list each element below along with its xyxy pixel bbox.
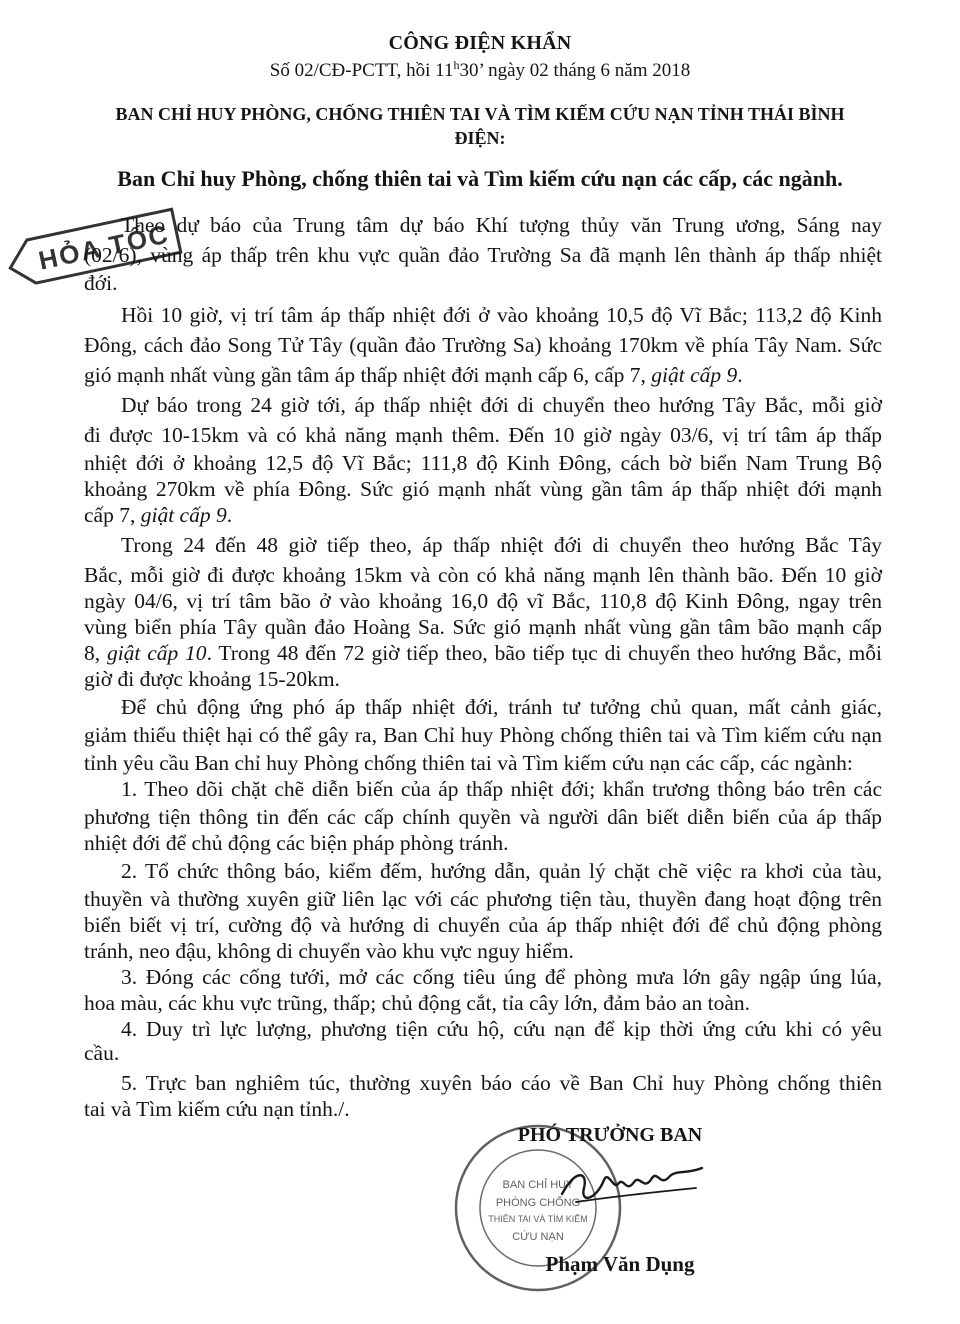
text-segment: cấp 7, bbox=[84, 503, 141, 527]
text-line: Đông, cách đảo Song Tử Tây (quần đảo Trường Sa) khoảng 170km về phía Tây Nam. Sức bbox=[84, 333, 882, 357]
text-line: cầu. bbox=[84, 1041, 120, 1065]
text-line: giờ đi được khoảng 15-20km. bbox=[84, 667, 340, 691]
document-title: CÔNG ĐIỆN KHẨN bbox=[388, 32, 572, 54]
signer-name: Phạm Văn Dụng bbox=[545, 1252, 695, 1276]
text-line: vùng biển phía Tây quần đảo Hoàng Sa. Sức gió mạnh nhất vùng gần tâm bão mạnh cấp bbox=[84, 615, 882, 639]
text-line: tỉnh yêu cầu Ban chỉ huy Phòng chống thiên tai và Tìm kiếm cứu nạn các cấp, các ngành: bbox=[84, 751, 853, 775]
svg-text:BAN CHỈ HUY: BAN CHỈ HUY bbox=[502, 1179, 574, 1191]
handwritten-signature bbox=[556, 1148, 706, 1218]
text-line: biển biết vị trí, cường độ và hướng di chuyển của áp thấp nhiệt đới để chủ động phòng bbox=[84, 913, 882, 937]
text-line: nhiệt đới ở khoảng 12,5 độ Vĩ Bắc; 111,8 độ Kinh Đông, cách bờ biển Nam Trung Bộ bbox=[84, 451, 882, 475]
text-segment: . bbox=[226, 503, 233, 527]
issuing-committee: BAN CHỈ HUY PHÒNG, CHỐNG THIÊN TAI VÀ TÌM KIẾM CỨU NẠN TỈNH THÁI BÌNH bbox=[115, 104, 845, 124]
text-segment: gió mạnh nhất vùng gần tâm áp thấp nhiệt đới mạnh cấp 6, cấp 7, bbox=[84, 363, 652, 387]
signature-graphic bbox=[556, 1148, 706, 1218]
recipient-line: Ban Chỉ huy Phòng, chống thiên tai và Tìm kiếm cứu nạn các cấp, các ngành. bbox=[117, 166, 843, 191]
text-segment: . bbox=[737, 363, 743, 387]
signer-position: PHÓ TRƯỞNG BAN bbox=[517, 1124, 703, 1146]
text-line: đi được 10-15km và có khả năng mạnh thêm. Đến 10 giờ ngày 03/6, vị trí tâm áp thấp bbox=[84, 423, 882, 447]
text-line bbox=[84, 502, 882, 528]
text-line: Trong 24 đến 48 giờ tiếp theo, áp thấp nhiệt đới di chuyển theo hướng Bắc Tây bbox=[121, 533, 882, 557]
document-number-part1: Số 02/CĐ-PCTT, hồi 11 bbox=[269, 60, 454, 81]
text-line: ngày 04/6, vị trí tâm bão ở vào khoảng 16,0 độ vĩ Bắc, 110,8 độ Kinh Đông, ngay trên bbox=[84, 589, 882, 613]
text-segment: 8, bbox=[84, 641, 107, 665]
document-number-superscript: h bbox=[453, 58, 460, 72]
text-line: (02/6), vùng áp thấp trên khu vực quần đảo Trường Sa đã mạnh lên thành áp thấp nhiệt bbox=[84, 243, 882, 267]
urgent-stamp-text: HỎA TỐC bbox=[35, 218, 173, 276]
text-line: Hồi 10 giờ, vị trí tâm áp thấp nhiệt đới ở vào khoảng 10,5 độ Vĩ Bắc; 113,2 độ Kinh bbox=[121, 303, 882, 327]
svg-text:PHÒNG CHỐNG: PHÒNG CHỐNG bbox=[495, 1197, 581, 1209]
text-line: tránh, neo đậu, không di chuyển vào khu vực nguy hiểm. bbox=[84, 939, 574, 963]
text-line: thuyền và thường xuyên giữ liên lạc với các phương tiện tàu, thuyền đang hoạt động trên bbox=[84, 887, 882, 911]
svg-text:THIÊN TAI VÀ TÌM KIẾM: THIÊN TAI VÀ TÌM KIẾM bbox=[488, 1214, 588, 1224]
text-line: khoảng 270km về phía Đông. Sức gió mạnh nhất vùng gần tâm áp thấp nhiệt đới mạnh bbox=[84, 477, 882, 501]
text-line: hoa màu, các khu vực trũng, thấp; chủ động cắt, tỉa cây lớn, đảm bảo an toàn. bbox=[84, 991, 751, 1015]
text-line: nhiệt đới để chủ động các biện pháp phòng tránh. bbox=[84, 831, 509, 855]
text-line: Theo dự báo của Trung tâm dự báo Khí tượng thủy văn Trung ương, Sáng nay bbox=[121, 213, 882, 237]
text-segment: . Trong 48 đến 72 giờ tiếp theo, bão tiếp tục di chuyển theo hướng Bắc, mỗi bbox=[206, 641, 882, 665]
text-line: Bắc, mỗi giờ đi được khoảng 15km và còn có khả năng mạnh lên thành bão. Đến 10 giờ bbox=[84, 563, 882, 587]
document-number-part2: 30’ ngày 02 tháng 6 năm 2018 bbox=[459, 60, 691, 81]
gust-level-text: giật cấp 10 bbox=[106, 641, 207, 665]
svg-text:CỨU NẠN: CỨU NẠN bbox=[512, 1231, 564, 1243]
text-line: giảm thiểu thiệt hại có thể gây ra, Ban Chỉ huy Phòng chống thiên tai và Tìm kiếm cứu nạn bbox=[84, 723, 882, 747]
text-line: 4. Duy trì lực lượng, phương tiện cứu hộ, cứu nạn để kịp thời ứng cứu khi có yêu bbox=[121, 1017, 882, 1041]
dispatch-label: ĐIỆN: bbox=[454, 128, 506, 148]
text-line: Để chủ động ứng phó áp thấp nhiệt đới, tránh tư tưởng chủ quan, mất cảnh giác, bbox=[121, 695, 882, 719]
text-line: phương tiện thông tin đến các cấp chính quyền và người dân biết diễn biến của áp thấp bbox=[84, 805, 882, 829]
text-line: tai và Tìm kiếm cứu nạn tỉnh./. bbox=[84, 1097, 350, 1121]
document-number bbox=[0, 60, 960, 82]
text-line: 3. Đóng các cống tưới, mở các cống tiêu úng để phòng mưa lớn gây ngập úng lúa, bbox=[121, 965, 882, 989]
text-line bbox=[84, 640, 882, 666]
gust-level-text: giật cấp 9 bbox=[140, 503, 227, 527]
text-line: 1. Theo dõi chặt chẽ diễn biến của áp thấp nhiệt đới; khẩn trương thông báo trên các bbox=[121, 777, 882, 801]
text-line: 2. Tổ chức thông báo, kiểm đếm, hướng dẫn, quản lý chặt chẽ việc ra khơi của tàu, bbox=[121, 859, 882, 883]
text-line: 5. Trực ban nghiêm túc, thường xuyên báo cáo về Ban Chỉ huy Phòng chống thiên bbox=[121, 1071, 882, 1095]
text-line: đới. bbox=[84, 271, 118, 295]
text-line: Dự báo trong 24 giờ tới, áp thấp nhiệt đới di chuyển theo hướng Tây Bắc, mỗi giờ bbox=[121, 393, 882, 417]
gust-level-text: giật cấp 9 bbox=[651, 363, 738, 387]
text-line bbox=[84, 362, 882, 388]
